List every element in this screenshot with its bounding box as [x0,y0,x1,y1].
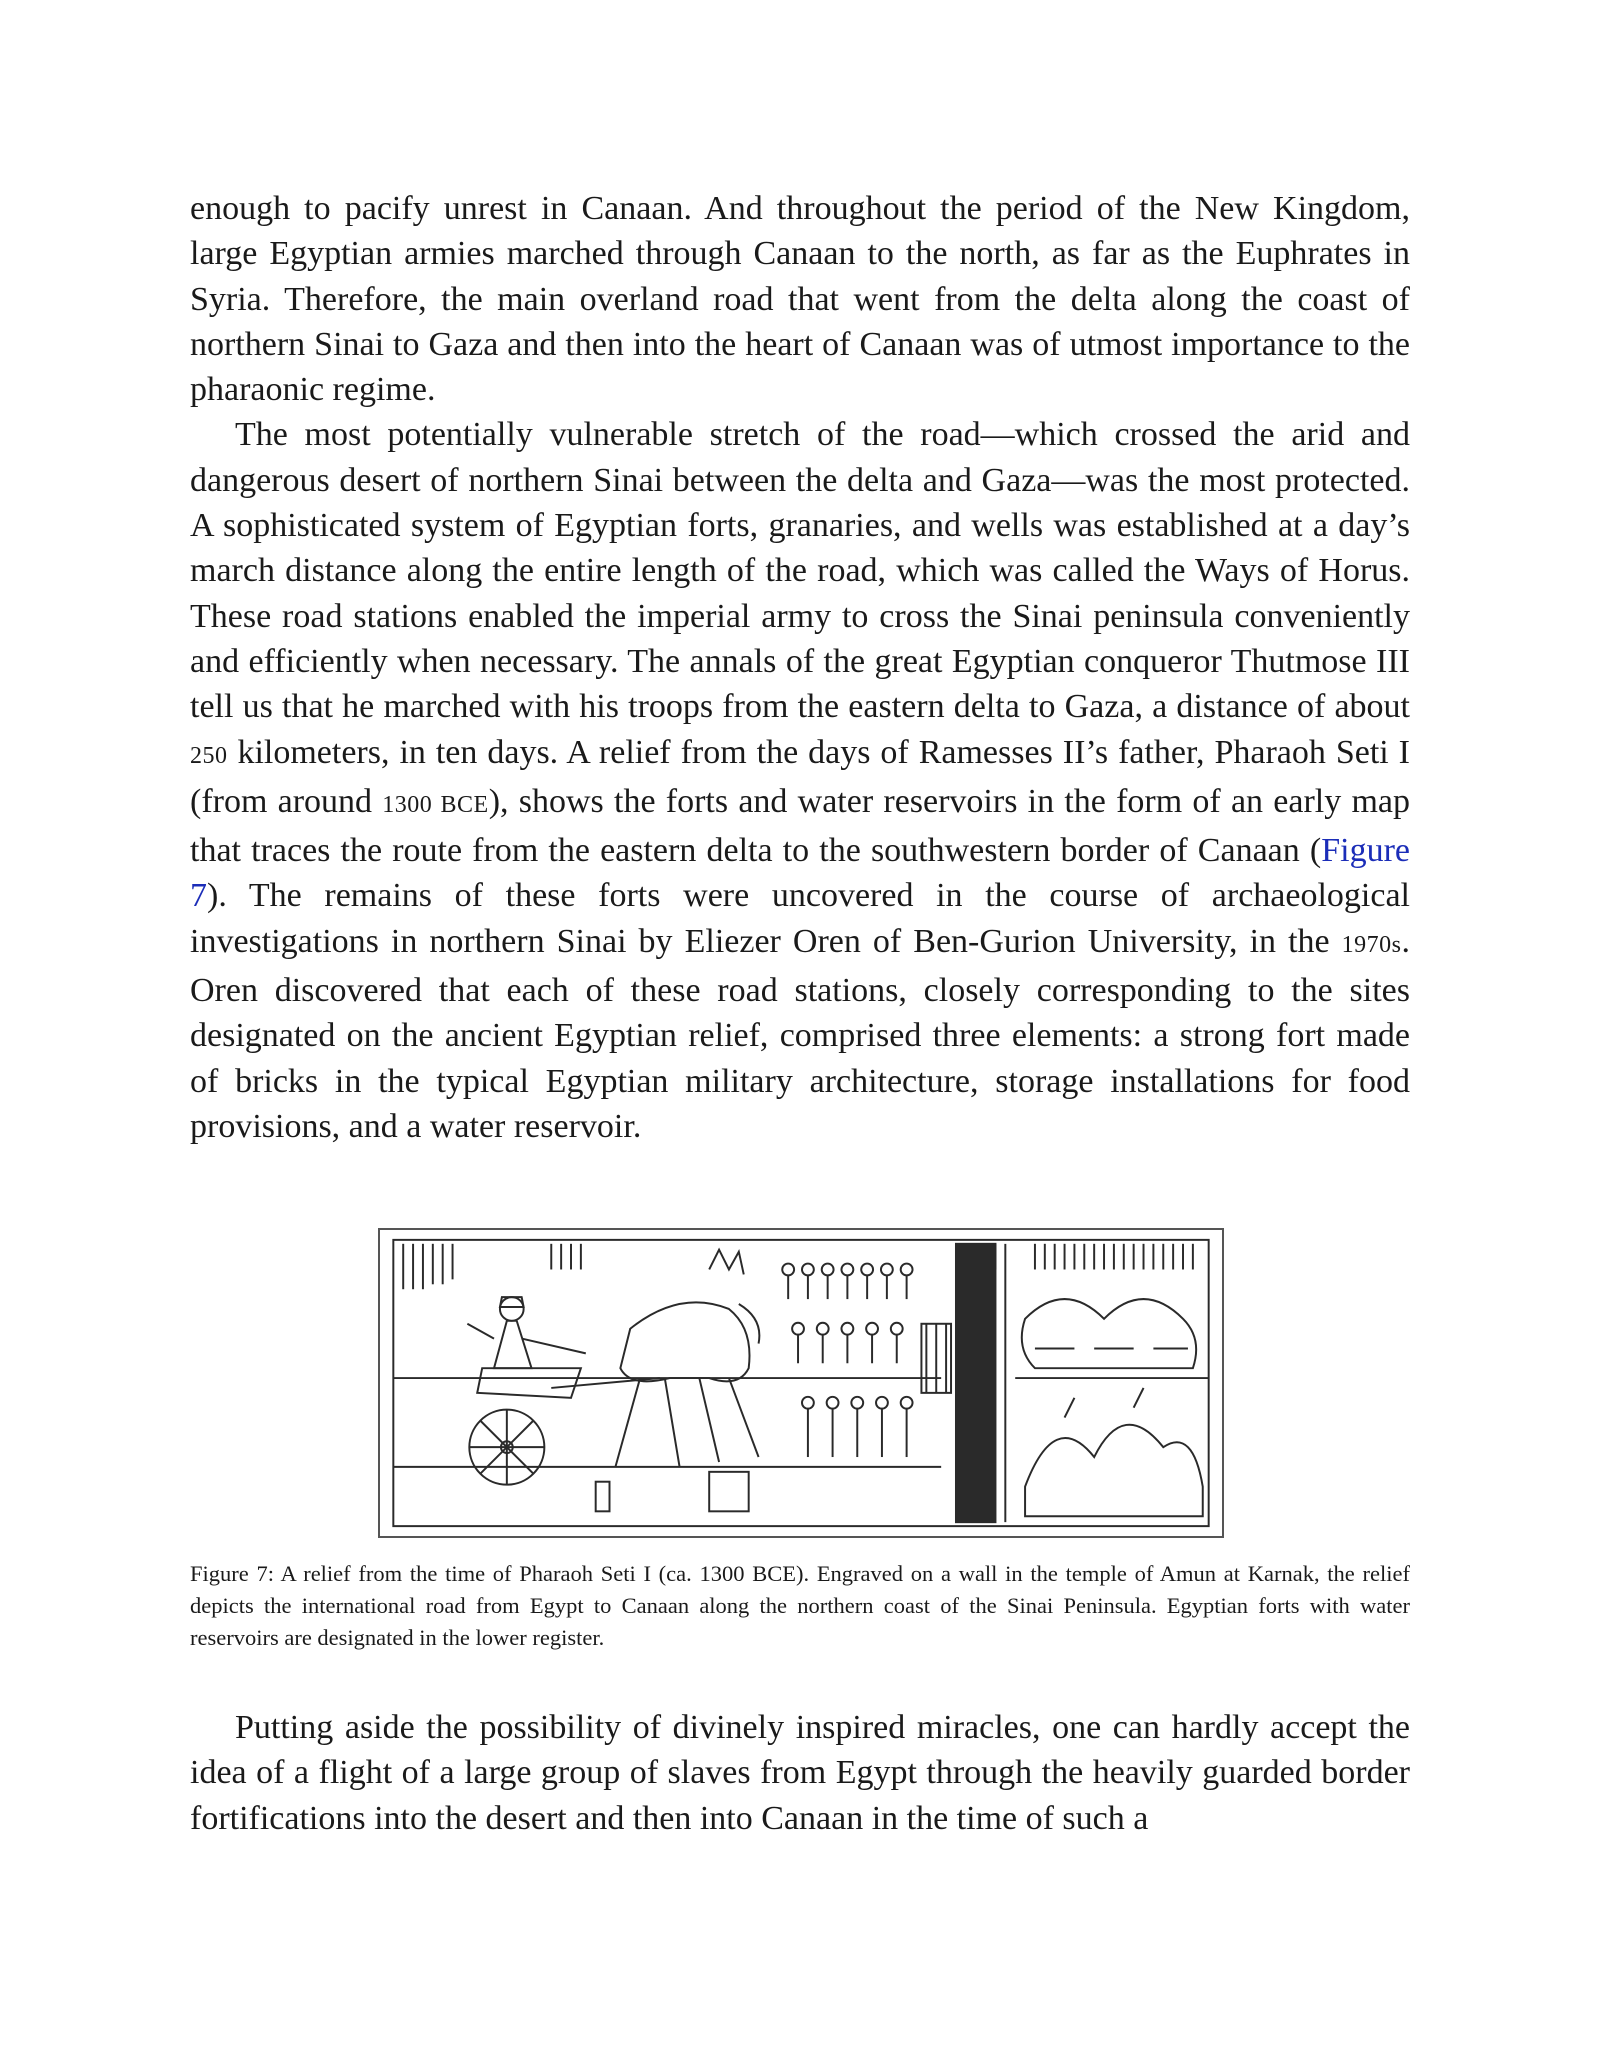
decade-1970s: 1970s [1341,931,1402,958]
seti-relief-drawing [380,1230,1222,1536]
paragraph-2-part-d: ). The remains of these forts were uncovered in the course of archaeological investigations in northern Sinai by Eliezer Oren of Ben-Gurion University, in the [190,877,1410,960]
figure-7-link[interactable]: Figure 7 [190,832,1410,915]
top-hatching [403,1244,1193,1289]
paragraph-2-part-e: . Oren discovered that each of these road stations, closely corresponding to the sites designated on the ancient Egyptian relief, comprised three elements: a strong fort made of bricks in the typical Egyptian military architecture, storage installations for food provisions, and a water reservoir. [190,922,1410,1145]
horses [615,1250,759,1467]
figure-7-caption: Figure 7: A relief from the time of Pharaoh Seti I (ca. 1300 BCE). Engraved on a wall in the temple of Amun at Karnak, the relief depicts the international road from Egypt to Canaan along the northern coast of the Sinai Peninsula. Egyptian forts with water reservoirs are designated in the lower register. [190,1561,1410,1650]
figure-7-relief-image [378,1228,1224,1538]
paragraph-3: Putting aside the possibility of divinely inspired miracles, one can hardly accept the idea of a flight of a large group of slaves from Egypt through the heavily guarded border fortifications into the desert and then into Canaan in the time of such a [190,1709,1410,1837]
right-register-figures [1022,1299,1203,1516]
date-1300-bce: 1300 BCE [382,791,489,818]
marching-troops-lower [802,1397,913,1457]
pharaoh-figure [467,1297,585,1368]
canal-column [956,1244,995,1522]
number-250: 250 [190,742,228,769]
paragraph-2-part-c: ), shows the forts and water reservoirs in the form of an early map that traces the route from the eastern delta to the southwestern border of Canaan ( [190,782,1410,870]
paragraph-2-part-a: The most potentially vulnerable stretch of the road—which crossed the arid and dangerous desert of northern Sinai between the delta and Gaza—was the most protected. A sophisticated system of Egyptian forts, granaries, and wells was established at a day’s march distance along the entire length of the road, which was called the Ways of Horus. These road stations enabled the imperial army to cross the Sinai peninsula conveniently and efficiently when necessary. The annals of the great Egyptian conqueror Thutmose III tell us that he marched with his troops from the eastern delta to Gaza, a distance of about [190,416,1410,726]
body-text-lower [190,1705,1410,1841]
paragraph-2 [190,412,1410,1149]
marching-troops-upper [782,1264,912,1364]
paragraph-2-part-b: kilometers, in ten days. A relief from the days of Ramesses II’s father, Pharaoh Seti I (from around [190,733,1410,820]
body-text-upper [190,186,1410,1149]
paragraph-1: enough to pacify unrest in Canaan. And throughout the period of the New Kingdom, large Egyptian armies marched through Canaan to the north, as far as the Euphrates in Syria. Therefore, the main overland road that went from the delta along the coast of northern Sinai to Gaza and then into the heart of Canaan was of utmost importance to the pharaonic regime. [190,190,1410,409]
